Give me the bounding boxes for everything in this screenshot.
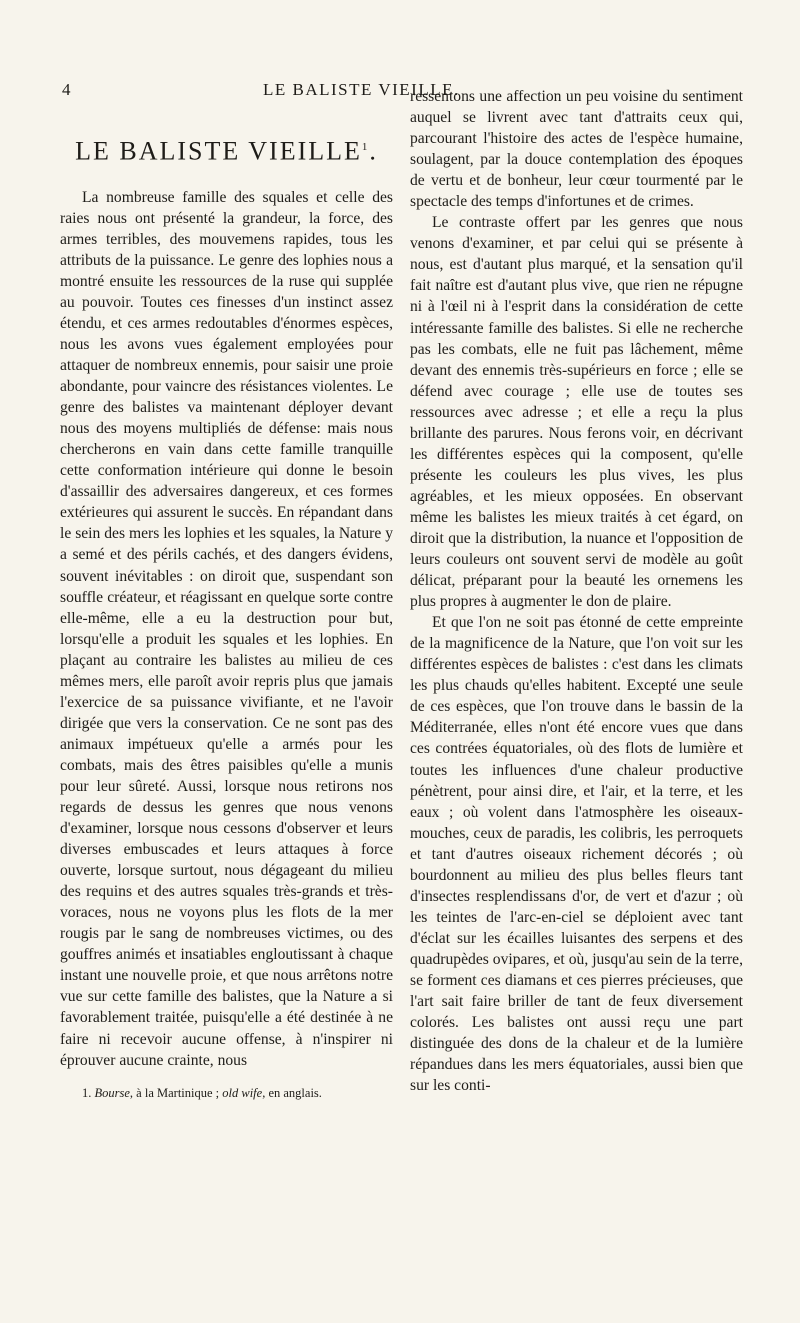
footnote-english: old wife — [222, 1085, 263, 1100]
footnote-marker: 1 — [361, 141, 370, 153]
footnote-number: 1. — [82, 1085, 92, 1100]
body-paragraph-continued: ressentons une affection un peu voisine du sentiment auquel se livrent avec tant d'attraits ceux qui, parcourant l'histoire des actes de l'espèce humaine, soulagent, par la douce contemplation des époques de vertu et de bonheur, leur cœur tourmenté par le spectacle des temps d'infortunes et de crimes. — [410, 88, 743, 211]
footnote-text: , à la Martinique ; — [129, 1085, 223, 1100]
footnote-name: Bourse — [94, 1085, 130, 1100]
chapter-title-text: LE BALISTE VIEILLE — [75, 136, 362, 166]
chapter-title: LE BALISTE VIEILLE$^1$. — [75, 136, 378, 166]
right-column — [410, 86, 743, 1096]
left-column — [60, 108, 393, 1101]
footnote-suffix: , en anglais. — [262, 1085, 322, 1100]
body-paragraph: Et que l'on ne soit pas étonné de cette empreinte de la magnificence de la Nature, que l'on voit sur les différentes espèces de balistes : c'est dans les climats les plus chauds qu'elles habitent. Excepté une seule de ces espèces, que l'on trouve dans le bassin de la Méditerranée, elles n'ont été encore vues que dans ces contrées équatoriales, où des flots de lumière et toutes les influences d'une chaleur productive pénètrent, pour ainsi dire, et l'air, et la terre, et les eaux ; où volent dans l'atmosphère les oiseaux-mouches, ceux de paradis, les colibris, les perroquets et tant d'autres oiseaux richement décorés ; où bourdonnent au milieu des plus belles fleurs tant d'insectes resplendissans d'or, de vert et d'azur ; où les teintes de l'arc-en-ciel se déploient avec tant d'éclat sur les écailles luisantes des serpens et des quadrupèdes ovipares, et où, jusqu'au sein de la terre, se forment ces diamans et ces pierres précieuses, que l'art sait faire briller de tant de feux diversement colorés. Les balistes ont aussi reçu une part distinguée des dons de la chaleur et de la lumière répandues dans les mers équatoriales, aussi bien que sur les conti- — [410, 614, 743, 1095]
page-number: 4 — [62, 80, 72, 99]
running-title: LE BALISTE VIEILLE. — [263, 80, 460, 99]
body-paragraph: Le contraste offert par les genres que nous venons d'examiner, et par celui qui se présente à nous, est d'autant plus marqué, et la sensation qu'il fait naître est d'autant plus vive, que rien ne répugne ni à l'œil ni à l'esprit dans la considération de cette intéressante famille des balistes. Si elle ne recherche pas les combats, elle ne fuit pas lâchement, même devant des ennemis très-supérieurs en force ; elle se défend avec courage ; elle use de toutes ses ressources avec adresse ; et elle a reçu la plus brillante des parures. Nous ferons voir, en décrivant les différentes espèces qui la composent, qu'elle présente les couleurs les plus vives, les plus agréables, et les mieux opposées. En observant même les balistes les mieux traités à cet égard, on diroit que la distribution, la nuance et l'opposition de leurs couleurs ont souvent servi de modèle au goût délicat, préparant pour la beauté les ornemens les plus propres à augmenter le don de plaire. — [410, 214, 743, 611]
footnote — [60, 1085, 393, 1101]
body-paragraph: La nombreuse famille des squales et celle des raies nous ont présenté la grandeur, la force, des armes terribles, des mouvemens rapides, tous les attributs de la puissance. Le genre des lophies nous a montré ensuite les ressources de la ruse qui supplée au pouvoir. Toutes ces finesses d'un instinct assez étendu, et ces armes redoutables d'énormes espèces, nous les avons vues également employées pour attaquer de nombreux ennemis, pour saisir une proie abondante, pour vaincre des résistances violentes. Le genre des balistes va maintenant déployer devant nous des moyens multipliés de défense: mais nous chercherons en vain dans cette famille tranquille cette conformation intérieure qui donne le besoin d'assaillir des adversaires dangereux, et ces formes extérieures qui assurent le succès. En répandant dans le sein des mers les lophies et les squales, la Nature y a semé et des périls cachés, et des dangers évidens, souvent inévitables : on diroit que, suspendant son souffle créateur, et réagissant en quelque sorte contre elle-même, elle a eu la destruction pour but, lorsqu'elle a produit les squales et les lophies. En plaçant au contraire les balistes au milieu de ces mêmes mers, elle paroît avoir repris plus que jamais l'exercice de sa puissance vivifiante, et ne l'avoir dirigée que vers la conservation. Ce ne sont pas des animaux impétueux qu'elle a armés pour les combats, mais des êtres paisibles qu'elle a munis pour leur sûreté. Aussi, lorsque nous retirons nos regards de dessus les genres que nous venons d'examiner, lorsque nous cessons d'observer et leurs diverses embuscades et leurs attaques à force ouverte, lorsque surtout, nous dégageant du milieu des requins et des autres squales très-grands et très-voraces, nous ne voyons plus les flots de la mer rougis par le sang de nombreuses victimes, ou des gouffres animés et insatiables engloutissant à chaque instant une nouvelle proie, et que nous arrêtons notre vue sur cette famille des balistes, que la Nature a si favorablement traitée, puisqu'elle a été destinée à ne faire ni recevoir aucune offense, à n'inspirer ni éprouver aucune crainte, nous — [60, 188, 393, 1069]
